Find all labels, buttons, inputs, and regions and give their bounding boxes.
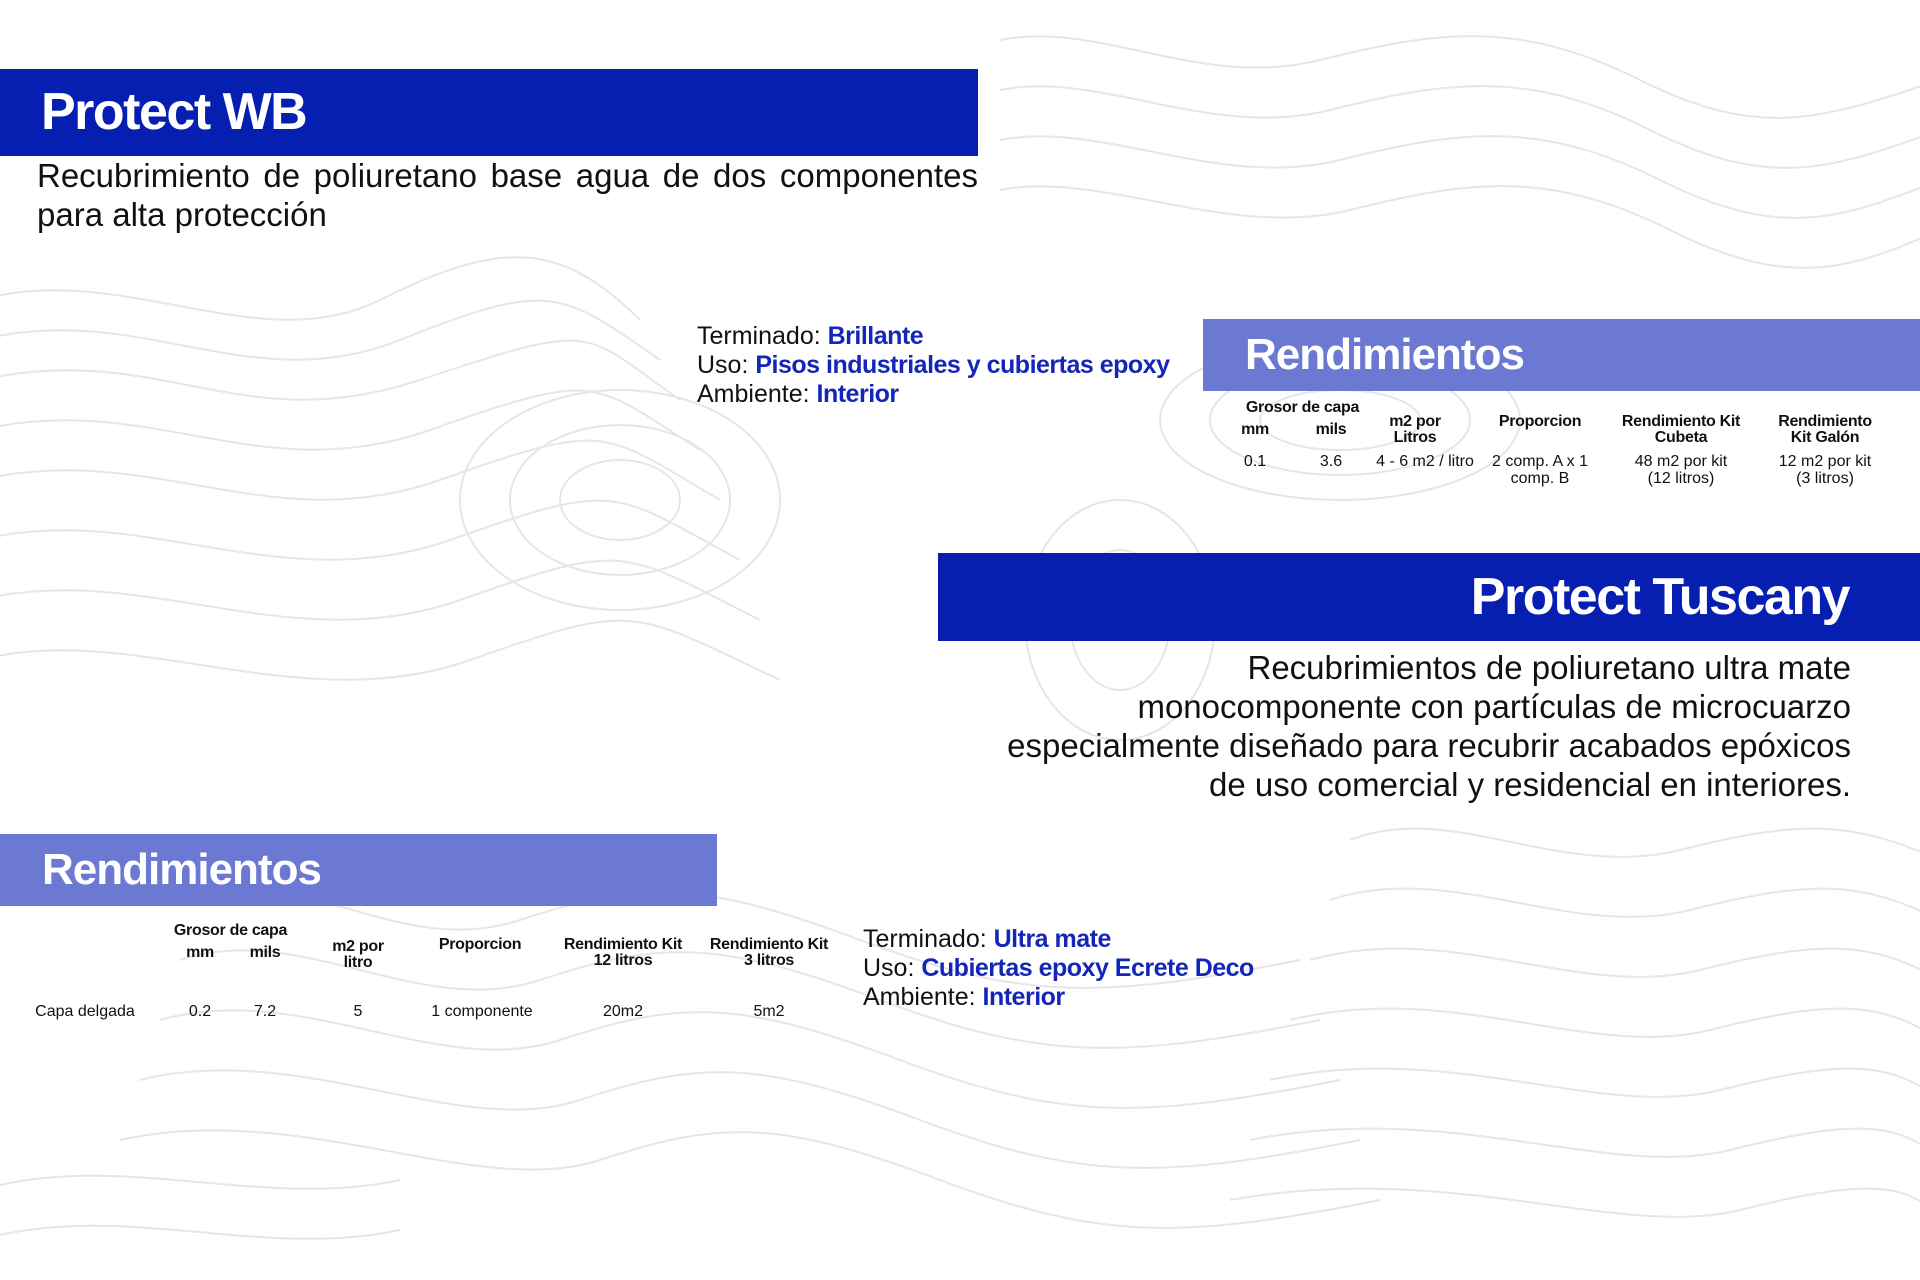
table-cell: 48 m2 por kit (12 litros) [1634,453,1728,487]
table-cell: 5 [353,1003,363,1020]
table-cell: 20m2 [602,1003,644,1020]
table-header-proporcion: Proporcion [1498,413,1582,430]
protect-tuscany-yields-table [0,906,840,1036]
table-cell: 12 m2 por kit (3 litros) [1778,453,1872,487]
protect-tuscany-yields-banner [0,834,717,906]
protect-tuscany-description: Recubrimientos de poliuretano ultra mate monocomponente con partículas de microcuarzo especialmente diseñado para recubrir acabados epóxicos de uso comercial y residencial en interiores. [1007,649,1851,803]
table-cell: 0.2 [188,1003,212,1020]
protect-tuscany-title: Protect Tuscany [1470,568,1849,626]
spec-uso: Uso: Pisos industriales y cubiertas epoxy [697,351,1170,379]
table-header-mm: mm [186,944,214,961]
table-header-proporcion: Proporcion [438,936,522,953]
table-cell: 3.6 [1319,453,1343,470]
table-cell: 4 - 6 m2 / litro [1376,453,1474,470]
protect-wb-yields-heading: Rendimientos [1245,330,1524,379]
table-cell: 7.2 [253,1003,277,1020]
protect-wb-title: Protect WB [41,83,307,141]
table-header-mm: mm [1241,421,1269,438]
protect-wb-title-banner [0,69,978,156]
spec-terminado: Terminado: Ultra mate [863,925,1111,953]
table-header-m2-por-litros: m2 por Litros [1389,413,1441,446]
spec-uso: Uso: Cubiertas epoxy Ecrete Deco [863,954,1254,982]
table-header-mils: mils [249,944,281,961]
protect-wb-specs [697,322,1197,409]
table-header-mils: mils [1315,421,1347,438]
protect-wb-yields-table [1203,391,1920,501]
table-row-label: Capa delgada [35,1003,135,1020]
spec-ambiente: Ambiente: Interior [697,380,899,408]
table-cell: 1 componente [431,1003,533,1020]
protect-wb-description: Recubrimiento de poliuretano base agua de dos componentes para alta protección [37,157,978,233]
table-cell: 0.1 [1243,453,1267,470]
table-header-m2-por-litro: m2 por litro [332,938,384,971]
protect-wb-yields-banner [1203,319,1920,391]
table-header-kit-galon: Rendimiento Kit Galón [1778,413,1872,446]
protect-tuscany-specs [863,925,1423,1012]
protect-tuscany-title-banner [938,553,1920,641]
table-group-header: Grosor de capa [1245,399,1360,416]
spec-ambiente: Ambiente: Interior [863,983,1065,1011]
table-header-kit-12-litros: Rendimiento Kit 12 litros [563,936,683,969]
spec-terminado: Terminado: Brillante [697,322,924,350]
table-group-header: Grosor de capa [173,922,288,939]
table-header-kit-3-litros: Rendimiento Kit 3 litros [709,936,829,969]
table-header-kit-cubeta: Rendimiento Kit Cubeta [1621,413,1741,446]
table-cell: 5m2 [753,1003,785,1020]
table-cell: 2 comp. A x 1 comp. B [1491,453,1589,487]
protect-tuscany-yields-heading: Rendimientos [42,845,321,894]
